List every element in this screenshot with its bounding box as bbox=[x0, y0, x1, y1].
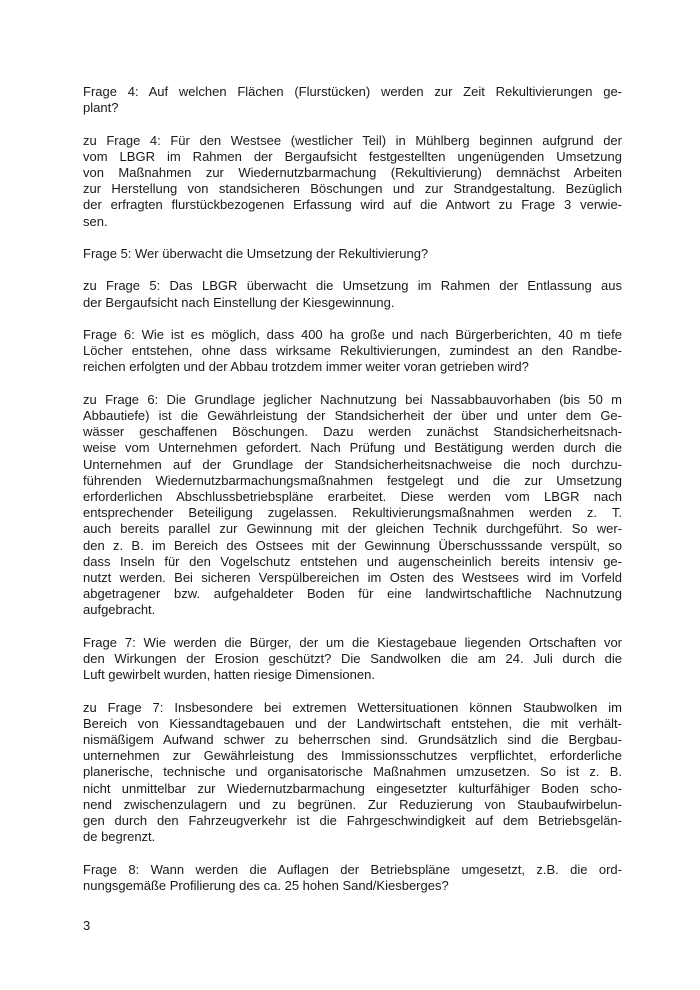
text-line: führenden Wiedernutzbarmachungsmaßnahmen festgelegt und die zur Umsetzung bbox=[83, 472, 622, 488]
text-line: der erfragten flurstückbezogenen Erfassung wird auf die Antwort zu Frage 3 verwie- bbox=[83, 197, 622, 213]
text-line: zu Frage 5: Das LBGR überwacht die Umsetzung im Rahmen der Entlassung aus bbox=[83, 278, 622, 294]
text-line: Luft gewirbelt wurden, hatten riesige Dimensionen. bbox=[83, 667, 375, 683]
text-line: gen durch den Fahrzeugverkehr ist die Fahrgeschwindigkeit auf dem Betriebsgelän- bbox=[83, 813, 622, 829]
paragraph-question bbox=[83, 84, 622, 116]
text-line: Frage 4: Auf welchen Flächen (Flurstücken) werden zur Zeit Rekultivierungen ge- bbox=[83, 84, 622, 99]
text-line: nicht unmittelbar zur Wiedernutzbarmachung eingesetzter kulturfähiger Boden scho- bbox=[83, 780, 622, 796]
text-line: vom LBGR im Rahmen der Bergaufsicht festgestellten ungenügenden Umsetzung bbox=[83, 148, 622, 164]
text-block bbox=[83, 84, 622, 910]
text-line: nutzt werden. Bei sicheren Verspülbereichen im Osten des Westsees wird im Vorfeld bbox=[83, 570, 622, 586]
paragraph-question bbox=[83, 246, 622, 262]
text-line: zu Frage 7: Insbesondere bei extremen Wettersituationen können Staubwolken im bbox=[83, 699, 622, 715]
text-line: zu Frage 4: Für den Westsee (westlicher Teil) in Mühlberg beginnen aufgrund der bbox=[83, 132, 622, 148]
text-line: planerische, technische und organisatorische Maßnahmen umzusetzen. So ist z. B. bbox=[83, 764, 622, 780]
text-line: Bereich von Kiessandtagebauen und der Landwirtschaft entstehen, die mit verhält- bbox=[83, 715, 622, 731]
text-line: zu Frage 6: Die Grundlage jeglicher Nachnutzung bei Nassabbauvorhaben (bis 50 m bbox=[83, 391, 622, 407]
text-line: nungsgemäße Profilierung des ca. 25 hohen Sand/Kiesberges? bbox=[83, 877, 449, 893]
paragraph-question bbox=[83, 862, 622, 894]
paragraph-question bbox=[83, 635, 622, 684]
text-line: Frage 6: Wie ist es möglich, dass 400 ha große und nach Bürgerberichten, 40 m tiefe bbox=[83, 326, 622, 342]
paragraph-question bbox=[83, 327, 622, 376]
text-line: auch bereits parallel zur Gewinnung mit der gleichen Technik durchgeführt. So wer- bbox=[83, 521, 622, 537]
text-line: der Bergaufsicht nach Einstellung der Kiesgewinnung. bbox=[83, 294, 395, 310]
text-line: von Maßnahmen zur Wiedernutzbarmachung (Rekultivierung) demnächst Arbeiten bbox=[83, 165, 622, 180]
paragraph-answer bbox=[83, 392, 622, 619]
text-line: Frage 7: Wie werden die Bürger, der um die Kiestagebaue liegenden Ortschaften vor bbox=[83, 634, 622, 650]
text-line: Abbautiefe) ist die Gewährleistung der Standsicherheit der über und unter dem Ge- bbox=[83, 407, 622, 423]
text-line: plant? bbox=[83, 100, 119, 116]
text-line: nend zwischenzulagern und zu begrünen. Zur Reduzierung von Staubaufwirbelun- bbox=[83, 796, 622, 812]
text-line: dass Inseln für den Vogelschutz entstehen und augenscheinlich bereits intensiv ge- bbox=[83, 553, 622, 569]
text-line: weise vom Unternehmen gefordert. Nach Prüfung und Bestätigung werden durch die bbox=[83, 440, 622, 456]
text-line: Frage 8: Wann werden die Auflagen der Betriebspläne umgesetzt, z.B. die ord- bbox=[83, 861, 622, 877]
text-line: aufgebracht. bbox=[83, 602, 156, 618]
text-line: den z. B. im Bereich des Ostsees mit der Gewinnung Überschusssande verspült, so bbox=[83, 537, 622, 553]
text-line: entsprechender Beteiligung zugelassen. Rekultivierungsmaßnahmen werden z. T. bbox=[83, 505, 622, 521]
text-line: sen. bbox=[83, 213, 108, 229]
text-line: zur Herstellung von standsicheren Böschungen und zur Strandgestaltung. Bezüglich bbox=[83, 181, 622, 197]
text-line: unternehmen zur Gewährleistung des Immissionsschutzes verpflichtet, erforderliche bbox=[83, 748, 622, 764]
text-line: Unternehmen auf der Grundlage der Standsicherheitsnachweise die noch durchzu- bbox=[83, 456, 622, 472]
text-line: reichen erfolgten und der Abbau trotzdem immer weiter voran getrieben wird? bbox=[83, 359, 529, 375]
text-line: Frage 5: Wer überwacht die Umsetzung der Rekultivierung? bbox=[83, 246, 429, 261]
paragraph-answer bbox=[83, 278, 622, 310]
text-line: abgetragener bzw. aufgehaldeter Boden für eine landwirtschaftliche Nachnutzung bbox=[83, 586, 622, 602]
text-line: erforderlichen Abschlussbetriebspläne erarbeitet. Diese werden vom LBGR nach bbox=[83, 489, 622, 504]
paragraph-answer bbox=[83, 133, 622, 230]
page-number: 3 bbox=[83, 918, 91, 933]
text-line: nismäßigem Aufwand schwer zu beherrschen sind. Grundsätzlich sind die Bergbau- bbox=[83, 732, 622, 748]
text-line: de begrenzt. bbox=[83, 829, 156, 845]
text-line: den Wirkungen der Erosion geschützt? Die Sandwolken die am 24. Juli durch die bbox=[83, 651, 622, 667]
text-line: Löcher entstehen, ohne dass wirksame Rekultivierungen, zumindest an den Randbe- bbox=[83, 343, 622, 359]
text-line: wässer geschaffenen Böschungen. Dazu werden zunächst Standsicherheitsnach- bbox=[83, 424, 622, 440]
paragraph-answer bbox=[83, 700, 622, 846]
